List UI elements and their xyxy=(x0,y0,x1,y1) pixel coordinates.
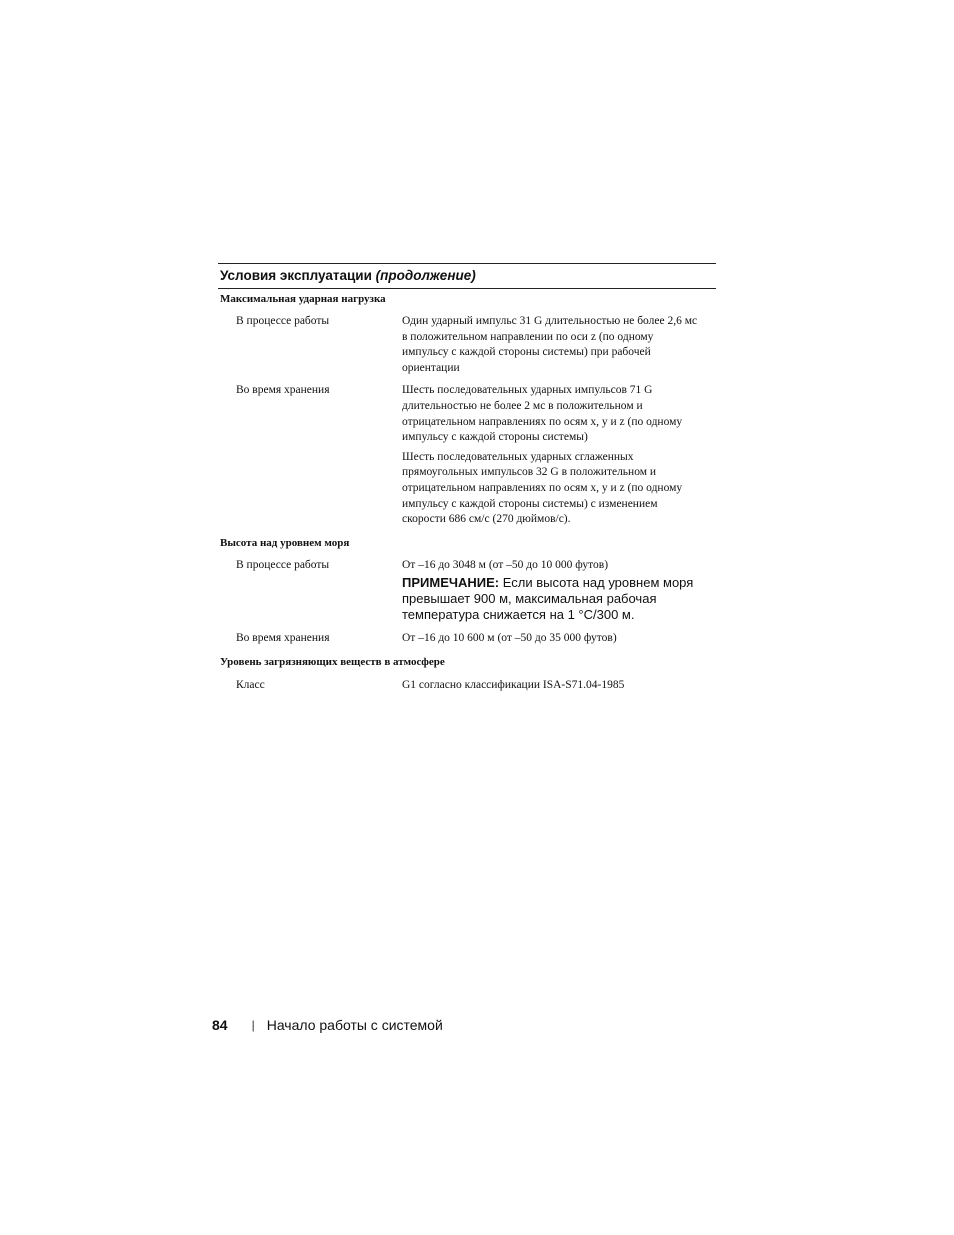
table-row-contaminants-class xyxy=(218,678,716,694)
table-header-rule xyxy=(218,288,716,289)
section-heading-contaminants: Уровень загрязняющих веществ в атмосфере xyxy=(220,655,445,668)
table-row-altitude-storage xyxy=(218,631,716,647)
storage-shock-paragraph-2: Шесть последовательных ударных сглаженных прямоугольных импульсов 32 G в положительном и отрицательном направлениях по осям x, y и z (по одному импульсу с каждой стороны системы) с изменением скорости 686 см/с (270 дюймов/с). xyxy=(402,450,683,526)
page-number: 84 xyxy=(212,1017,228,1033)
table-title xyxy=(218,264,716,288)
section-heading-shock: Максимальная ударная нагрузка xyxy=(220,293,386,305)
row-value: Один ударный импульс 31 G длительностью не более 2,6 мс в положительном направлении по оси z (по одному импульсу с каждой стороны системы) при рабочей ориентации xyxy=(402,315,698,374)
row-value: От –16 до 10 600 м (от –50 до 35 000 футов) xyxy=(402,632,617,645)
storage-shock-paragraph-1: Шесть последовательных ударных импульсов 71 G длительностью не более 2 мс в положительном и отрицательном направлениях по осям x, y и z (по одному импульсу с каждой стороны системы) xyxy=(402,384,683,444)
row-value: G1 согласно классификации ISA-S71.04-1985 xyxy=(402,678,625,691)
altitude-operating-value: От –16 до 3048 м (от –50 до 10 000 футов) xyxy=(402,558,609,571)
note-label: ПРИМЕЧАНИЕ: xyxy=(402,575,500,591)
row-label: Во время хранения xyxy=(236,632,330,645)
section-heading-altitude: Высота над уровнем моря xyxy=(220,536,350,549)
row-value xyxy=(402,558,702,624)
table-title-continued: (продолжение) xyxy=(375,268,476,283)
note-text: Если высота над уровнем моря превышает 900 м, максимальная рабочая температура снижается на 1 °С/300 м. xyxy=(402,575,694,623)
table-title-main: Условия эксплуатации xyxy=(220,268,372,283)
row-value xyxy=(402,383,702,527)
row-label: В процессе работы xyxy=(236,315,330,327)
table-row-altitude-operating xyxy=(218,558,716,624)
page-footer xyxy=(212,1015,443,1035)
row-label: Класс xyxy=(236,678,265,691)
environmental-table xyxy=(218,263,716,694)
note xyxy=(402,575,702,623)
footer-section-title: Начало работы с системой xyxy=(266,1017,443,1033)
table-row-shock-storage xyxy=(218,383,716,527)
footer-separator: | xyxy=(251,1018,255,1032)
row-label: Во время хранения xyxy=(236,384,330,397)
row-label: В процессе работы xyxy=(236,558,330,571)
table-row-shock-operating xyxy=(218,314,716,376)
